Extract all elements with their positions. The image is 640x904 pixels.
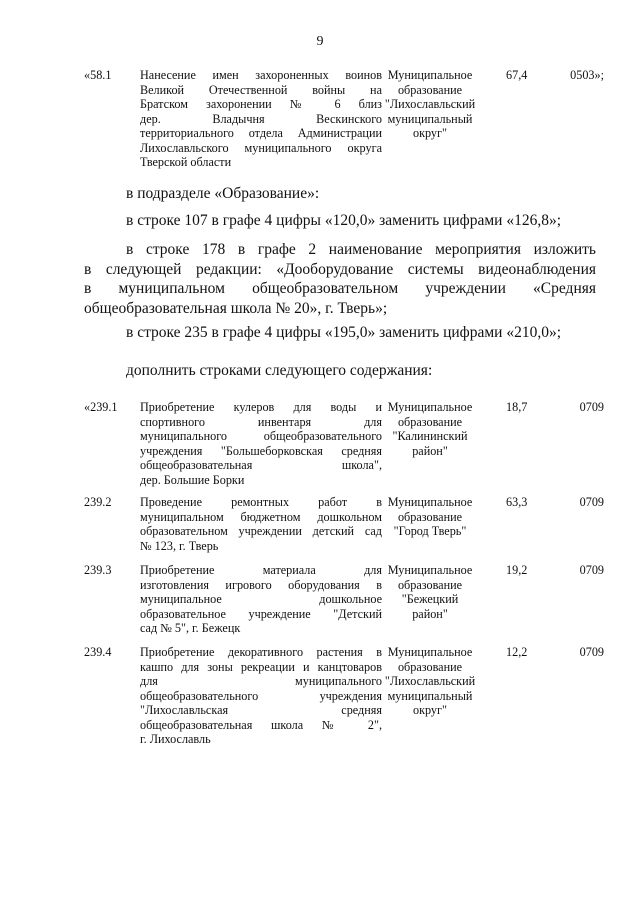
- row-amount: 67,4: [506, 68, 528, 82]
- row-code: 0503»;: [570, 68, 604, 82]
- paragraph-line: в строке 178 в графе 2 наименование мероприятия изложить: [126, 241, 596, 258]
- paragraph-line: общеобразовательная школа № 20», г. Тверь»;: [84, 299, 388, 317]
- paragraph-line: в муниципальном общеобразовательном учреждении «Средняя: [84, 280, 596, 297]
- exec-line: образование: [397, 414, 463, 429]
- row-number: 239.3: [84, 563, 112, 577]
- row-executor: [384, 400, 476, 458]
- paragraph-line: в следующей редакции: «Дооборудование системы видеонаблюдения: [84, 260, 596, 278]
- paragraph-row-178: [84, 240, 596, 318]
- desc-line: изготовления игрового оборудования в: [140, 577, 382, 592]
- exec-line: Муниципальное: [387, 495, 473, 509]
- row-amount: 19,2: [506, 563, 528, 577]
- desc-line: Приобретение декоративного растения в: [140, 645, 382, 659]
- exec-line: образование: [397, 577, 463, 592]
- paragraph-subsection: [84, 184, 596, 204]
- exec-line: "Лихославльский: [384, 97, 476, 111]
- row-amount: 12,2: [506, 645, 528, 659]
- desc-line: Великой Отечественной войны на: [140, 82, 382, 97]
- exec-line: Муниципальное: [387, 645, 473, 659]
- paragraph-line: в строке 235 в графе 4 цифры «195,0» заменить цифрами «210,0»;: [126, 324, 562, 341]
- desc-line: для муниципального: [140, 674, 382, 688]
- desc-line: № 123, г. Тверь: [140, 538, 219, 553]
- row-description: [140, 495, 382, 553]
- desc-line: территориального отдела Администрации: [140, 126, 382, 140]
- row-code: 0709: [579, 400, 604, 414]
- desc-line: дер. Владычня Вескинского: [140, 111, 382, 126]
- desc-line: г. Лихославль: [140, 732, 211, 746]
- row-number: 239.4: [84, 645, 112, 659]
- desc-line: общеобразовательная школа № 2",: [140, 717, 382, 732]
- desc-line: дер. Большие Борки: [140, 472, 245, 487]
- row-description: [140, 563, 382, 636]
- desc-line: кашпо для зоны рекреации и канцтоваров: [140, 659, 382, 674]
- row-number: «58.1: [84, 68, 112, 82]
- paragraph-line: дополнить строками следующего содержания:: [126, 362, 433, 379]
- row-executor: [384, 645, 476, 718]
- row-description: [140, 68, 382, 170]
- row-code: 0709: [579, 563, 604, 577]
- exec-line: район": [412, 606, 448, 621]
- desc-line: Приобретение кулеров для воды и: [140, 400, 382, 414]
- desc-line: спортивного инвентаря для: [140, 414, 382, 429]
- row-executor: [384, 495, 476, 539]
- desc-line: Приобретение материала для: [140, 563, 382, 577]
- row-description: [140, 400, 382, 487]
- desc-line: общеобразовательная школа",: [140, 458, 382, 472]
- row-description: [140, 645, 382, 747]
- paragraph-line: в строке 107 в графе 4 цифры «120,0» заменить цифрами «126,8»;: [126, 212, 562, 229]
- desc-line: Лихославльского муниципального округа: [140, 140, 382, 155]
- desc-line: учреждения "Большеборковская средняя: [140, 443, 382, 458]
- exec-line: Муниципальное: [387, 563, 473, 577]
- exec-line: "Калининский: [392, 429, 468, 443]
- exec-line: "Бежецкий: [401, 592, 459, 606]
- desc-line: общеобразовательного учреждения: [140, 688, 382, 703]
- exec-line: муниципальный: [387, 111, 473, 126]
- exec-line: округ": [412, 703, 447, 717]
- desc-line: образовательное учреждение "Детский: [140, 606, 382, 621]
- row-number: «239.1: [84, 400, 118, 414]
- paragraph-add-rows: [84, 361, 596, 381]
- page-number: 9: [316, 34, 324, 49]
- exec-line: район": [412, 443, 448, 458]
- exec-line: "Город Тверь": [393, 524, 467, 538]
- exec-line: образование: [397, 82, 463, 97]
- desc-line: Нанесение имен захороненных воинов: [140, 68, 382, 82]
- desc-line: "Лихославльская средняя: [140, 703, 382, 717]
- exec-line: Муниципальное: [387, 400, 473, 414]
- paragraph-row-235: [84, 323, 596, 343]
- exec-line: образование: [397, 659, 463, 674]
- row-number: 239.2: [84, 495, 112, 509]
- desc-line: муниципального общеобразовательного: [140, 429, 382, 443]
- desc-line: сад № 5", г. Бежецк: [140, 621, 241, 635]
- desc-line: Проведение ремонтных работ в: [140, 495, 382, 509]
- exec-line: округ": [412, 126, 447, 140]
- row-code: 0709: [579, 495, 604, 509]
- exec-line: "Лихославльский: [384, 674, 476, 688]
- row-executor: [384, 68, 476, 141]
- exec-line: муниципальный: [387, 688, 473, 703]
- desc-line: Тверской области: [140, 155, 232, 169]
- paragraph-row-107: [84, 211, 596, 231]
- row-amount: 63,3: [506, 495, 528, 509]
- exec-line: образование: [397, 509, 463, 524]
- desc-line: муниципальном бюджетном дошкольном: [140, 509, 382, 524]
- desc-line: Братском захоронении № 6 близ: [140, 97, 382, 111]
- row-amount: 18,7: [506, 400, 528, 414]
- exec-line: Муниципальное: [387, 68, 473, 82]
- paragraph-line: в подразделе «Образование»:: [126, 185, 320, 202]
- desc-line: образовательном учреждении детский сад: [140, 524, 382, 538]
- row-code: 0709: [579, 645, 604, 659]
- desc-line: муниципальное дошкольное: [140, 592, 382, 606]
- row-executor: [384, 563, 476, 621]
